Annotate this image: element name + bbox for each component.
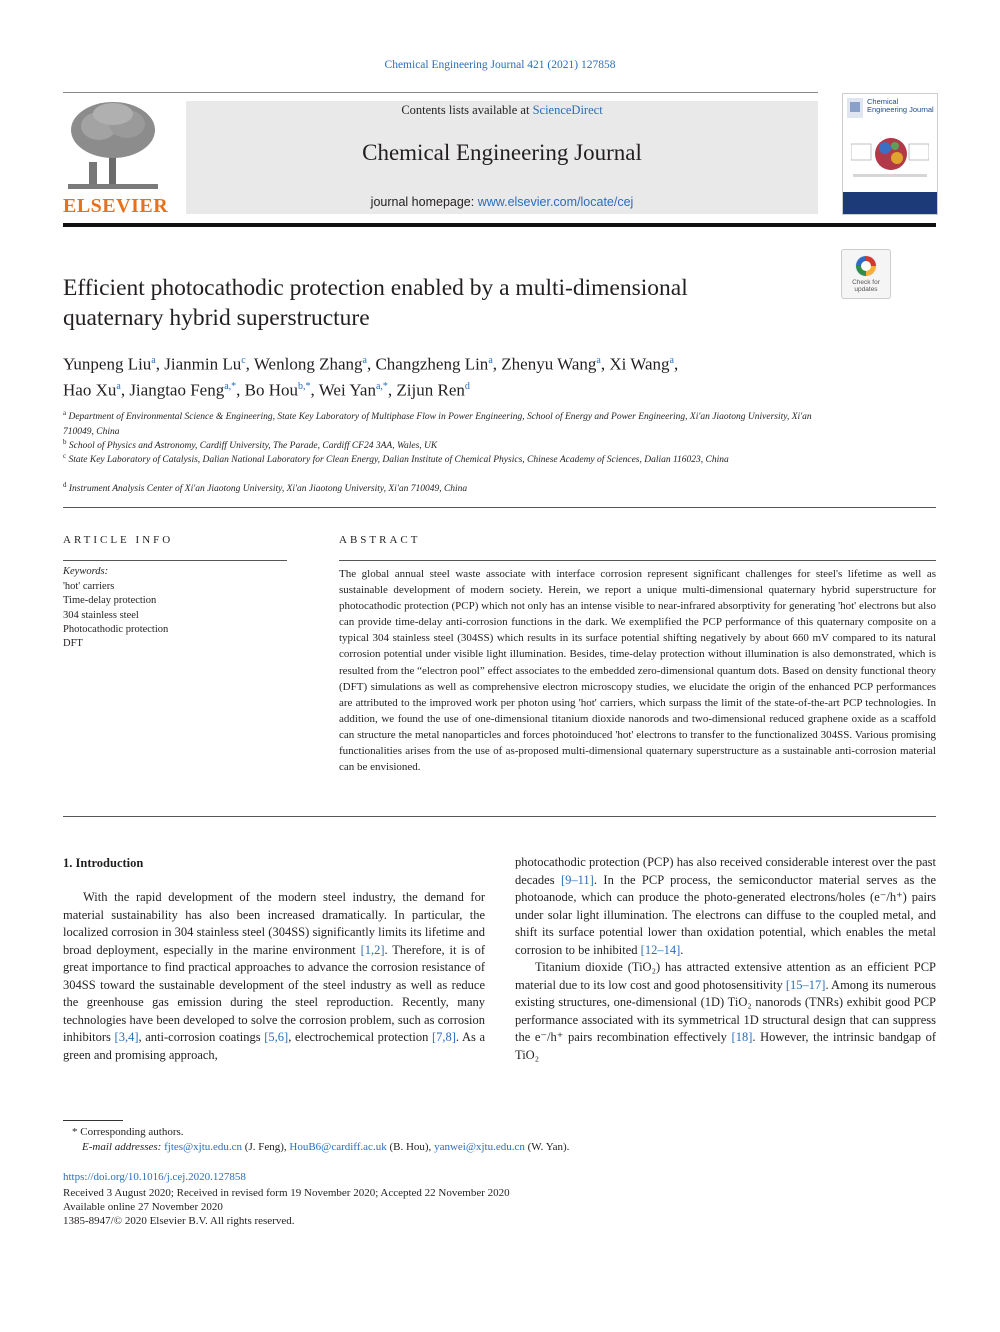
affiliation-c	[63, 449, 823, 468]
cover-logo-icon	[847, 98, 863, 118]
received-dates: Received 3 August 2020; Received in revised form 19 November 2020; Accepted 22 November 2020	[63, 1187, 510, 1199]
contents-prefix: Contents lists available at	[401, 103, 533, 117]
author-sup[interactable]: d	[464, 380, 470, 392]
intro-paragraph	[515, 959, 936, 1064]
intro-text: .	[680, 942, 684, 957]
affiliation-sup: d	[63, 481, 67, 489]
author-line: Hao Xu$^a$, Jiangtao Feng$^{a,*}$, Bo Hou$^{b,*}$, Wei Yan$^{a,*}$, Zijun Ren$^d$	[63, 380, 470, 400]
abstract-text: The global annual steel waste associate with interface corrosion represent significant challenges for steel's lifetime as well as sustainable development of modern society. Herein, we report a unique multi-dimensional quaternary hybrid superstructure for photocathodic protection (PCP) which not only has an intense visible to near-infrared absorptivity for generating 'hot' electrons but also can provide time-delay anti-corrosion functions in the dark. We exemplified the PCP performance of this quaternary composite on a typical 304 stainless steel (304SS) which results in its surface potential shifting negatively by about 660 mV compared to its natural corrosion potential under visible light illumination. Besides, time-delay protection without illumination is also demonstrated, which is resulted from the “electron pool” effect associates to the embedded zero-dimensional quantum dots. Based on density functional theory (DFT) simulations as well as comprehensive electron microscopy studies, we elucidate the origin of the enhanced PCP performances are attributed to the improved work per photon using 'hot' carriers, which surpass the limit of the state-of-the-art PCP technologies. In addition, we found the use of one-dimensional titanium dioxide nanorods and two-dimensional reduced graphene oxide as a scaffold can structure the metal nanoparticles and forces photoinduced 'hot' electrons to transfer to the functionalized 304SS. Various promising functionalities arises from the use of as-proposed multi-dimensional quaternary superstructure as a sustainable anti-corrosion material can be envisioned.	[339, 568, 936, 774]
author-name[interactable]: Wei Yan	[318, 380, 376, 400]
cover-graphic-icon	[851, 130, 929, 186]
citation-link[interactable]: [5,6]	[264, 1030, 289, 1044]
email-owner: (B. Hou),	[386, 1141, 435, 1153]
footnote-rule	[63, 1120, 123, 1121]
intro-paragraph	[515, 854, 936, 959]
elsevier-logo-text: ELSEVIER	[63, 195, 169, 217]
author-name[interactable]: Yunpeng Liu	[63, 354, 152, 374]
contents-line	[186, 103, 818, 118]
abstract-bottom-rule	[63, 816, 936, 817]
copyright-line: 1385-8947/© 2020 Elsevier B.V. All rights reserved.	[63, 1215, 295, 1227]
check-for-updates-button[interactable]	[841, 249, 891, 299]
cover-title: Chemical Engineering Journal	[867, 97, 934, 114]
abstract-heading: ABSTRACT	[339, 534, 421, 546]
intro-text: . Therefore, it is of great importance to find practical approaches to advance the corrosion resistance of 304SS toward the sustainable development of the steel industry as well as reduce the greenhouse gas emission during the steel reproduction. Recently, many technologies have been developed to solve the corrosion problem, such as corrosion inhibitors	[63, 942, 485, 1044]
journal-cover-thumbnail[interactable]	[842, 93, 938, 215]
author-name[interactable]: Xi Wang	[609, 354, 670, 374]
intro-text: . Among its numerous existing structures, one-dimensional (1D) TiO₂ nanorods (TNRs) exhibit good PCP performance associated with its symmetrical 1D structural design that can suppress the e⁻/h⁺ pairs recombination effectively	[515, 977, 937, 1044]
introduction-heading: 1. Introduction	[63, 856, 144, 870]
citation-link[interactable]: [7,8]	[431, 1030, 456, 1044]
author-sup[interactable]: a,*	[375, 380, 388, 392]
affiliation-text: School of Physics and Astronomy, Cardiff University, The Parade, Cardiff CF24 3AA, Wales, UK	[68, 441, 438, 452]
title-line: Efficient photocathodic protection enabled by a multi-dimensional	[63, 275, 688, 301]
affiliation-sup: c	[63, 452, 67, 460]
doi-link[interactable]: https://doi.org/10.1016/j.cej.2020.127858	[63, 1171, 246, 1183]
intro-text: , electrochemical protection	[288, 1030, 432, 1044]
homepage-prefix: journal homepage:	[370, 195, 478, 209]
keyword-item: 304 stainless steel	[63, 609, 139, 621]
affiliation-sup: b	[63, 438, 67, 446]
author-name[interactable]: Zhenyu Wang	[501, 354, 597, 374]
author-sup[interactable]: a	[596, 355, 601, 366]
corresponding-authors-note: * Corresponding authors.	[72, 1126, 184, 1138]
citation-link[interactable]: [9–11]	[560, 872, 594, 887]
sciencedirect-link[interactable]: ScienceDirect	[532, 103, 603, 117]
keywords-list	[63, 580, 168, 651]
affiliation-text: Department of Environmental Science & Engineering, State Key Laboratory of Multiphase Flow in Power Engineering, School of Energy and Power Engineering, Xi'an Jiaotong University, Xi'an 710049, China	[63, 412, 812, 437]
author-list	[63, 350, 943, 401]
keywords-label: Keywords:	[63, 566, 109, 577]
intro-text: . As a green and promising approach,	[63, 1030, 486, 1062]
intro-right-column	[515, 854, 936, 1064]
keyword-item: Photocathodic protection	[63, 623, 169, 635]
intro-text: Titanium dioxide (TiO₂) has attracted extensive attention as an efficient PCP material due to its low cost and good photosensitivity	[515, 960, 936, 992]
intro-text: . In the PCP process, the semiconductor material serves as the photoanode, which can produce the photo-generated electrons/holes (e⁻/h⁺) pairs under solar light illumination. The electrons can diffuse to the coupled metal, and shift its surface potential lower than oxidation potential, which enables the metal corrosion to be inhibited	[515, 872, 936, 957]
author-name[interactable]: Jiangtao Feng	[129, 380, 225, 400]
affiliation-d	[63, 478, 823, 497]
author-name[interactable]: Changzheng Lin	[375, 354, 489, 374]
article-info-heading: ARTICLE INFO	[63, 534, 174, 546]
author-sup[interactable]: a	[116, 380, 121, 392]
affiliations-rule	[63, 507, 936, 508]
citation-link[interactable]: [18]	[731, 1030, 753, 1044]
email-addresses	[82, 1140, 569, 1155]
author-sup[interactable]: a	[151, 355, 156, 366]
author-sup[interactable]: c	[241, 355, 246, 366]
intro-paragraph	[63, 889, 485, 1064]
journal-name: Chemical Engineering Journal	[362, 140, 642, 165]
email-link[interactable]: fjtes@xjtu.edu.cn	[164, 1141, 243, 1153]
author-name[interactable]: Jianmin Lu	[164, 354, 242, 374]
intro-text: With the rapid development of the modern steel industry, the demand for material sustainability has also been increased dramatically. In particular, the localized corrosion in 304 stainless steel (304SS) significantly limits its lifetime and broad deployment, especially in the marine environment	[63, 890, 485, 957]
keyword-item: Time-delay protection	[63, 595, 157, 607]
affiliation-text: State Key Laboratory of Catalysis, Dalian National Laboratory for Clean Energy, Dalian Institute of Chemical Physics, Chinese Academy of Sciences, Dalian 116023, China	[68, 455, 729, 466]
email-link[interactable]: yanwei@xjtu.edu.cn	[434, 1141, 525, 1153]
cover-footer-band	[843, 192, 937, 214]
email-link[interactable]: HouB6@cardiff.ac.uk	[289, 1141, 387, 1153]
citation-link[interactable]: [3,4]	[114, 1030, 139, 1044]
homepage-line	[186, 195, 818, 209]
email-owner: (J. Feng),	[242, 1141, 290, 1153]
homepage-link[interactable]: www.elsevier.com/locate/cej	[477, 195, 634, 209]
intro-text: photocathodic protection (PCP) has also received considerable interest over the past decades	[515, 855, 936, 887]
check-for-updates-icon	[854, 254, 878, 278]
intro-text: , anti-corrosion coatings	[138, 1030, 265, 1044]
author-sup[interactable]: a	[488, 355, 493, 366]
author-sup[interactable]: a,*	[224, 380, 237, 392]
keyword-item: DFT	[63, 638, 83, 650]
citation-link[interactable]: [1,2]	[360, 942, 385, 957]
email-label: E-mail addresses:	[82, 1141, 165, 1153]
author-sup[interactable]: a	[362, 355, 367, 366]
abstract-rule	[339, 560, 936, 561]
header-thick-rule	[63, 223, 936, 227]
available-online: Available online 27 November 2020	[63, 1201, 223, 1213]
keyword-item: 'hot' carriers	[63, 581, 115, 592]
author-name[interactable]: Bo Hou	[244, 380, 299, 400]
header-rule	[63, 92, 818, 93]
citation-link[interactable]: [15–17]	[785, 977, 826, 992]
journal-citation[interactable]: Chemical Engineering Journal 421 (2021) 127858	[384, 59, 616, 71]
intro-text: . However, the intrinsic bandgap of TiO₂	[515, 1030, 936, 1062]
article-title	[63, 273, 823, 333]
affiliation-text: Instrument Analysis Center of Xi'an Jiaotong University, Xi'an Jiaotong University, Xi'an 710049, China	[68, 484, 468, 495]
author-line: Yunpeng Liu$^a$, Jianmin Lu$^c$, Wenlong Zhang$^a$, Changzheng Lin$^a$, Zhenyu Wang$^a$, Xi Wang$^a$,	[63, 354, 679, 374]
author-name[interactable]: Hao Xu	[63, 380, 117, 400]
author-sup[interactable]: b,*	[298, 380, 311, 392]
author-name[interactable]: Zijun Ren	[396, 380, 465, 400]
intro-left-column	[63, 889, 485, 1064]
author-name[interactable]: Wenlong Zhang	[253, 354, 363, 374]
author-sup[interactable]: a	[669, 355, 674, 366]
affiliation-sup: a	[63, 409, 67, 417]
article-info-rule	[63, 560, 287, 561]
email-owner: (W. Yan).	[524, 1141, 570, 1153]
check-for-updates-label: Check for updates	[852, 279, 880, 293]
title-line: quaternary hybrid superstructure	[63, 305, 370, 331]
citation-link[interactable]: [12–14]	[640, 942, 681, 957]
